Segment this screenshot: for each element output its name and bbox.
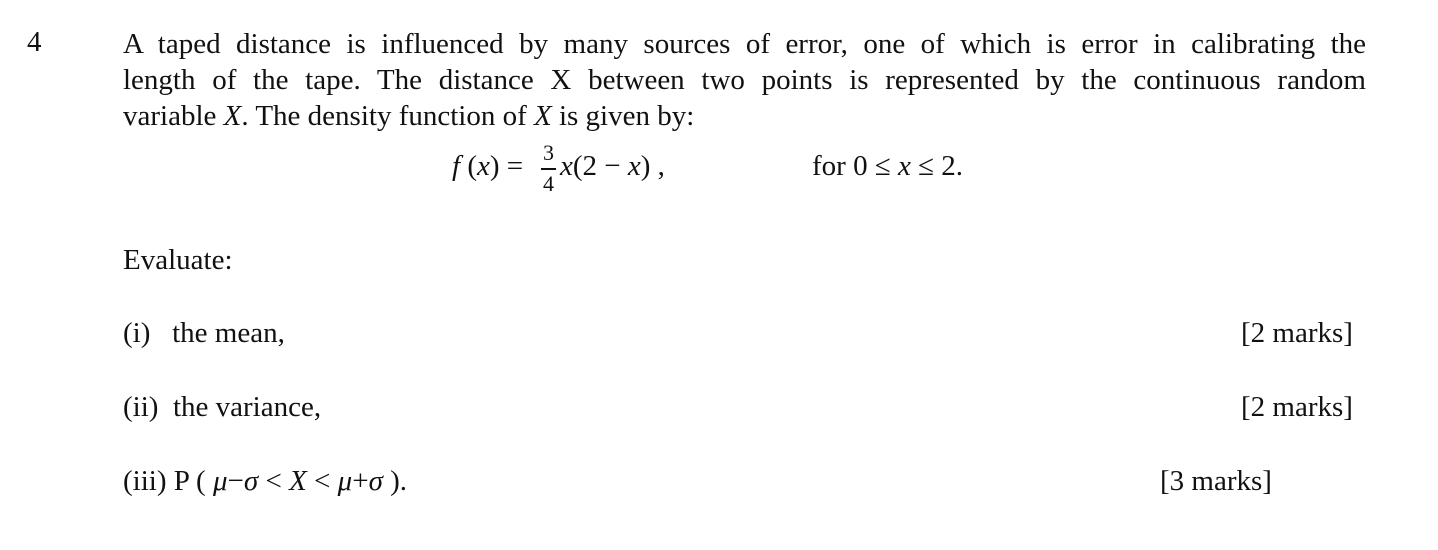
question-number: 4 [27,26,42,58]
formula-equals: ) = [489,150,524,182]
part-text-suffix: ). [382,465,408,497]
less-than-sign: < [258,465,290,497]
less-than-sign: < [306,465,338,497]
part-i-marks: [2 marks] [1241,317,1353,349]
question-text-line-1: A taped distance is influenced by many sources of error, one of which is error in calibrating the [123,28,1366,60]
variable-X: X [534,100,552,132]
part-iii [123,465,407,498]
question-text [123,26,1366,134]
part-ii-marks: [2 marks] [1241,391,1353,423]
part-text: the mean, [172,317,285,349]
part-label: (i) [123,317,151,349]
function-f: f [452,150,461,182]
fraction-bar [541,168,556,170]
part-text: the variance, [172,391,322,423]
line3-middle: . The density function of [241,100,534,132]
formula-domain [812,150,963,183]
part-ii [123,391,321,424]
variable-x: x [897,150,911,182]
mu-symbol: μ [337,465,353,497]
mu-symbol: μ [212,465,228,497]
question-text-line-3 [123,98,1366,134]
variable-x: x [476,150,490,182]
formula-rhs [560,150,665,183]
formula-lhs [452,150,523,183]
sigma-symbol: σ [368,465,383,497]
part-text-prefix: P ( [173,465,213,497]
variable-X: X [289,465,307,497]
variable-x: x [560,150,573,182]
part-label: (iii) [123,465,167,497]
variable-x: x [627,150,641,182]
part-iii-marks: [3 marks] [1160,465,1272,497]
evaluate-label: Evaluate: [123,244,233,276]
part-i [123,317,285,350]
domain-suffix: ≤ 2. [910,150,964,182]
variable-X: X [223,100,242,132]
question-text-line-2: length of the tape. The distance X between two points is represented by the continuous random [123,64,1366,96]
formula-paren-open: ( [460,150,477,182]
formula-paren-open: (2 − [572,150,628,182]
line3-prefix: variable [123,100,224,132]
part-label: (ii) [123,391,159,423]
plus-sign: + [352,465,369,497]
fraction-numerator: 3 [543,140,554,165]
domain-prefix: for 0 ≤ [812,150,898,182]
minus-sign: − [227,465,244,497]
formula-paren-close: ) , [640,150,665,182]
line3-suffix: is given by: [551,100,695,132]
sigma-symbol: σ [243,465,259,497]
fraction-denominator: 4 [543,171,554,196]
